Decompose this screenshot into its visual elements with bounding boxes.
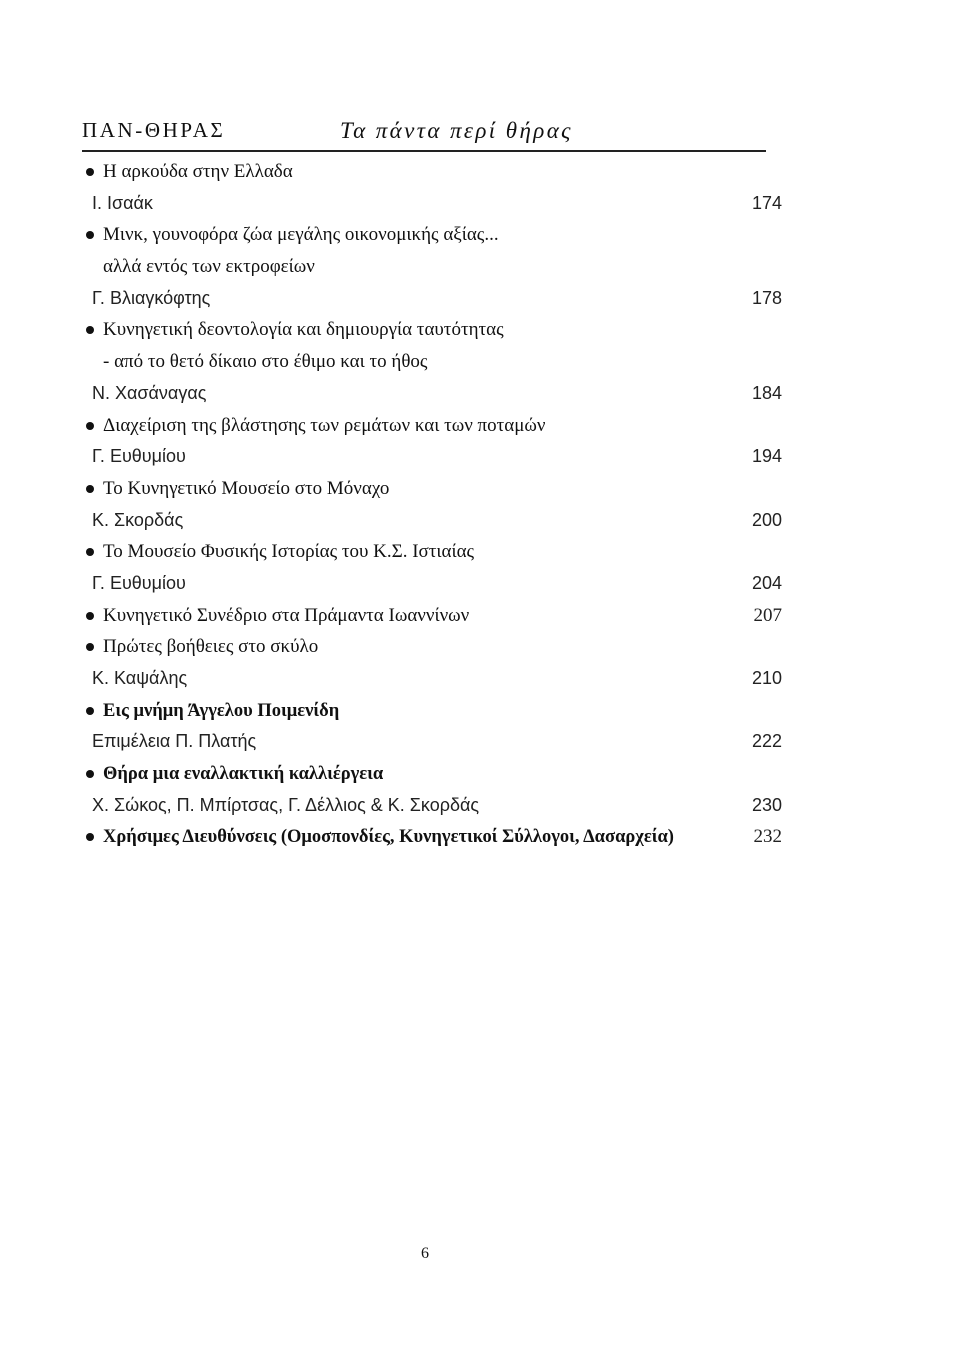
toc-article-line [84,251,784,283]
toc-article-line [84,219,784,251]
toc-author: Κ. Σκορδάς [92,509,184,530]
toc-author-line [84,726,784,758]
magazine-name: ΠΑΝ-ΘΗΡΑΣ [82,118,226,142]
toc-article-line [84,631,784,663]
toc-author: Χ. Σώκος, Π. Μπίρτσας, Γ. Δέλλιος & Κ. Σκορδάς [92,794,480,815]
toc-author: Επιμέλεια Π. Πλατής [92,731,257,752]
toc-article-line [84,314,784,346]
toc-author-line [84,505,784,537]
toc-page-number: 184 [751,382,782,403]
toc-article-title: Μινκ, γουνοφόρα ζώα μεγάλης οικονομικής αξίας... [84,224,499,245]
table-of-contents [84,156,784,853]
toc-article-title: Θήρα μια εναλλακτική καλλιέργεια [84,764,383,784]
toc-article-line [84,346,784,378]
toc-article-title: Χρήσιμες Διευθύνσεις (Ομοσπονδίες, Κυνηγετικοί Σύλλογοι, Δασαρχεία) [84,827,674,847]
toc-page-number: 200 [751,509,782,530]
toc-page-number: 230 [751,794,782,815]
toc-article-line [84,821,784,853]
toc-article-line [84,695,784,727]
running-header [82,114,766,152]
toc-author: Ι. Ισαάκ [92,192,153,213]
toc-author-line [84,441,784,473]
toc-author: Γ. Βλιαγκόφτης [92,287,211,308]
toc-article-title: Κυνηγετικό Συνέδριο στα Πράμαντα Ιωαννίνων [84,605,469,626]
page-number: 6 [421,1245,429,1262]
toc-author: Γ. Ευθυμίου [92,572,186,593]
toc-author-line [84,790,784,822]
toc-author: Γ. Ευθυμίου [92,446,186,467]
toc-author-line [84,568,784,600]
toc-article-title: Διαχείριση της βλάστησης των ρεμάτων και των ποταμών [84,415,546,436]
toc-article-title: - από το θετό δίκαιο στο έθιμο και το ήθος [103,351,428,373]
toc-article-title: Το Κυνηγετικό Μουσείο στο Μόναχο [84,478,389,499]
toc-article-line [84,600,784,632]
toc-article-title: αλλά εντός των εκτροφείων [103,256,315,278]
toc-article-title: Κυνηγετική δεοντολογία και δημιουργία ταυτότητας [84,319,504,340]
toc-article-title: Πρώτες βοήθειες στο σκύλο [84,636,318,657]
toc-page-number: 204 [751,572,782,593]
toc-page-number: 174 [751,192,782,213]
toc-article-title: Η αρκούδα στην Ελλαδα [84,161,293,182]
toc-page-number: 207 [753,604,782,626]
toc-page-number: 210 [751,668,782,688]
toc-article-line [84,410,784,442]
toc-author-line [84,378,784,410]
toc-article-line [84,758,784,790]
toc-page-number: 232 [753,826,782,848]
toc-author-line [84,663,784,695]
toc-article-title: Εις μνήμη Άγγελου Ποιμενίδη [84,701,339,721]
toc-author: Κ. Καψάλης [92,668,188,688]
toc-article-line [84,473,784,505]
toc-page-number: 194 [751,446,782,467]
toc-author-line [84,283,784,315]
toc-author-line [84,188,784,220]
toc-page-number: 222 [751,731,782,752]
toc-article-line [84,536,784,568]
toc-author: Ν. Χασάναγας [92,382,207,403]
magazine-tagline: Τα πάντα περί θήρας [340,118,573,143]
toc-article-title: Το Μουσείο Φυσικής Ιστορίας του Κ.Σ. Ιστιαίας [84,541,474,562]
toc-page-number: 178 [751,287,782,308]
toc-article-line [84,156,784,188]
